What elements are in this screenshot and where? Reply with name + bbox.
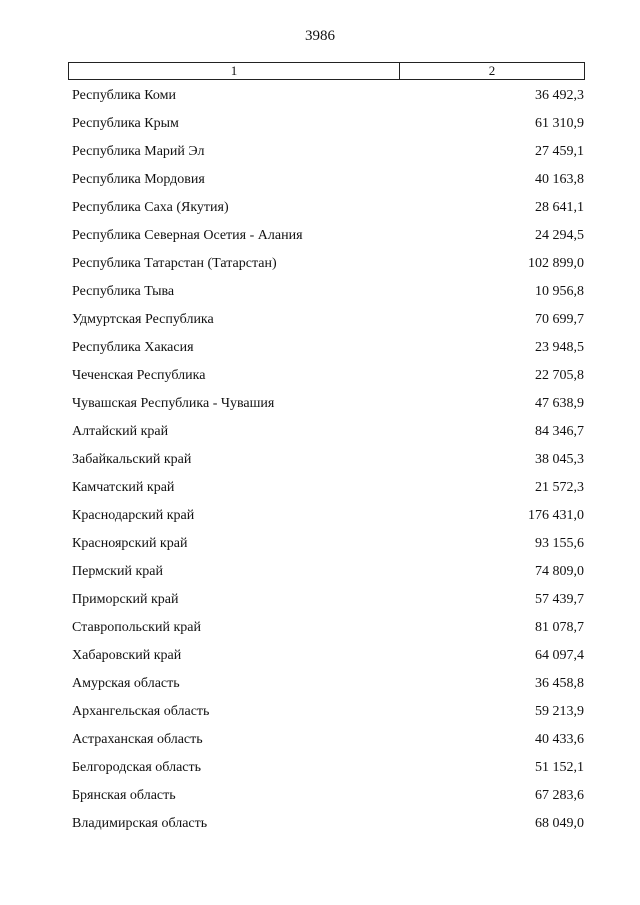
region-name: Амурская область	[72, 676, 180, 691]
region-value: 59 213,9	[535, 704, 584, 719]
table-row	[72, 84, 584, 112]
region-name: Республика Тыва	[72, 284, 175, 299]
column-header-1: 1	[69, 63, 400, 79]
region-value: 68 049,0	[535, 816, 584, 831]
region-name: Камчатский край	[72, 480, 175, 495]
region-name: Красноярский край	[72, 536, 188, 551]
region-name: Краснодарский край	[72, 508, 195, 523]
table-row	[72, 700, 584, 728]
region-name: Чувашская Республика - Чувашия	[72, 396, 275, 411]
table-row	[72, 532, 584, 560]
table-row	[72, 252, 584, 280]
region-name: Республика Мордовия	[72, 172, 205, 187]
table-row	[72, 644, 584, 672]
region-name: Архангельская область	[72, 704, 210, 719]
table-row	[72, 728, 584, 756]
region-value: 51 152,1	[535, 760, 584, 775]
region-name: Владимирская область	[72, 816, 208, 831]
region-value: 81 078,7	[535, 620, 584, 635]
region-name: Брянская область	[72, 788, 176, 803]
region-name: Алтайский край	[72, 424, 169, 439]
region-value: 10 956,8	[535, 284, 584, 299]
region-value: 74 809,0	[535, 564, 584, 579]
region-name: Забайкальский край	[72, 452, 192, 467]
table-row	[72, 280, 584, 308]
region-name: Астраханская область	[72, 732, 203, 747]
region-name: Республика Татарстан (Татарстан)	[72, 256, 277, 271]
region-name: Приморский край	[72, 592, 179, 607]
table-row	[72, 560, 584, 588]
region-value: 36 492,3	[535, 88, 584, 103]
table-row	[72, 672, 584, 700]
region-value: 40 163,8	[535, 172, 584, 187]
region-value: 23 948,5	[535, 340, 584, 355]
region-value: 61 310,9	[535, 116, 584, 131]
region-name: Республика Коми	[72, 88, 176, 103]
region-name: Республика Саха (Якутия)	[72, 200, 229, 215]
table-row	[72, 784, 584, 812]
table-row	[72, 224, 584, 252]
region-name: Белгородская область	[72, 760, 202, 775]
region-name: Хабаровский край	[72, 648, 182, 663]
table-row	[72, 756, 584, 784]
table-row	[72, 392, 584, 420]
table-row	[72, 196, 584, 224]
region-name: Пермский край	[72, 564, 163, 579]
region-name: Удмуртская Республика	[72, 312, 214, 327]
table-header	[68, 62, 585, 80]
region-name: Республика Северная Осетия - Алания	[72, 228, 303, 243]
table-row	[72, 420, 584, 448]
region-value: 36 458,8	[535, 676, 584, 691]
region-value: 67 283,6	[535, 788, 584, 803]
table-row	[72, 336, 584, 364]
table-body	[72, 84, 584, 840]
region-name: Республика Марий Эл	[72, 144, 205, 159]
region-name: Республика Крым	[72, 116, 179, 131]
table-row	[72, 812, 584, 840]
region-name: Ставропольский край	[72, 620, 201, 635]
table-row	[72, 476, 584, 504]
table-row	[72, 448, 584, 476]
table-row	[72, 616, 584, 644]
table-row	[72, 364, 584, 392]
region-value: 27 459,1	[535, 144, 584, 159]
region-value: 64 097,4	[535, 648, 584, 663]
table-row	[72, 112, 584, 140]
region-value: 47 638,9	[535, 396, 584, 411]
table-row	[72, 504, 584, 532]
region-value: 22 705,8	[535, 368, 584, 383]
region-value: 24 294,5	[535, 228, 584, 243]
table-row	[72, 168, 584, 196]
region-value: 70 699,7	[535, 312, 584, 327]
region-value: 84 346,7	[535, 424, 584, 439]
region-name: Республика Хакасия	[72, 340, 194, 355]
page-number: 3986	[305, 28, 335, 44]
region-value: 57 439,7	[535, 592, 584, 607]
region-value: 21 572,3	[535, 480, 584, 495]
region-value: 93 155,6	[535, 536, 584, 551]
region-value: 176 431,0	[528, 508, 584, 523]
region-name: Чеченская Республика	[72, 368, 206, 383]
region-value: 28 641,1	[535, 200, 584, 215]
region-value: 102 899,0	[528, 256, 584, 271]
column-header-2: 2	[488, 63, 496, 78]
region-value: 38 045,3	[535, 452, 584, 467]
table-row	[72, 588, 584, 616]
table-row	[72, 308, 584, 336]
table-row	[72, 140, 584, 168]
region-value: 40 433,6	[535, 732, 584, 747]
